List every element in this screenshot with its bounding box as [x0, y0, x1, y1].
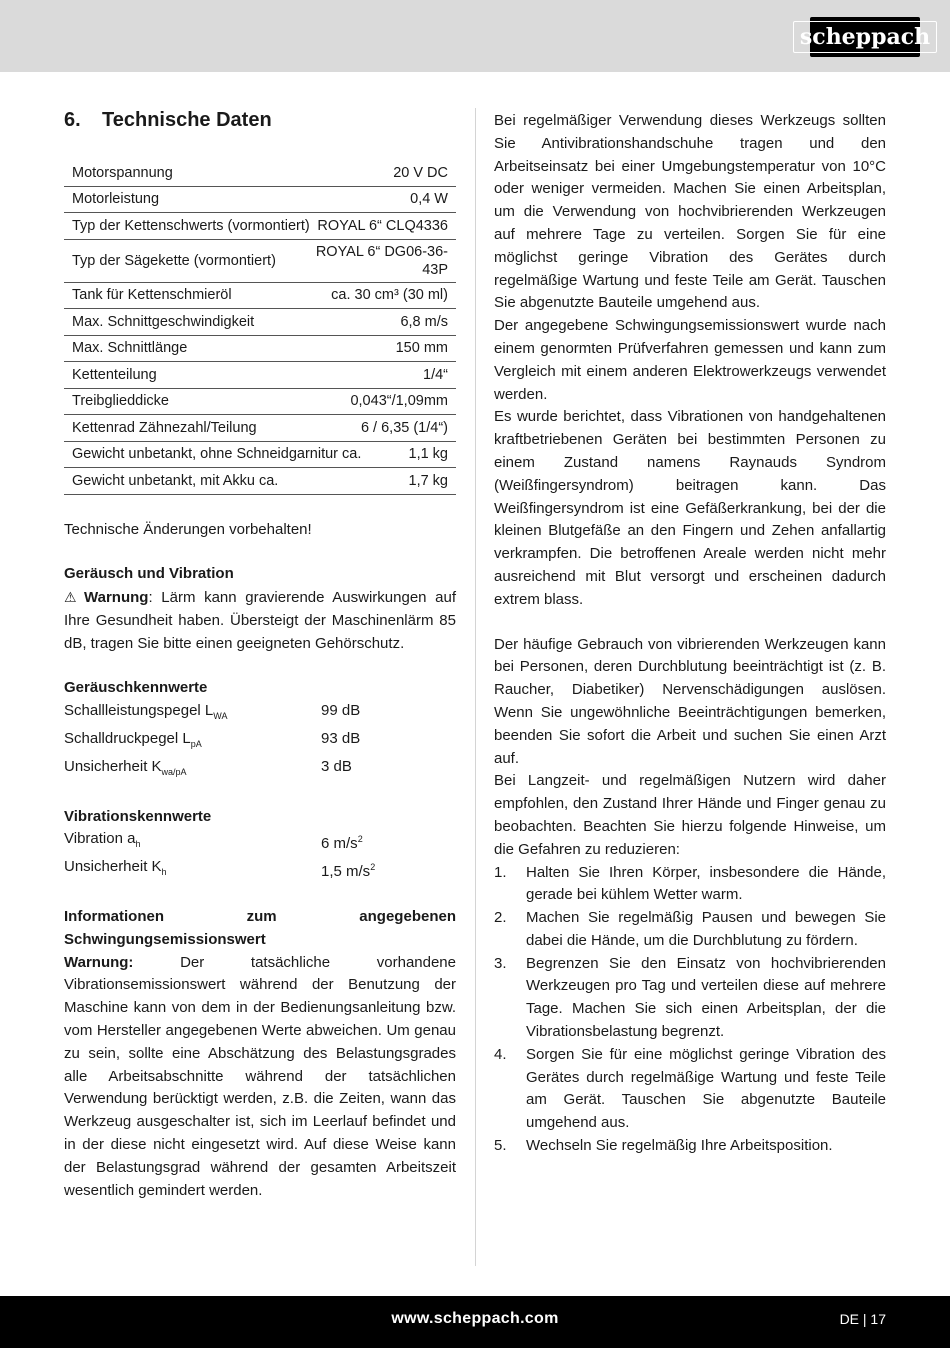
- spec-label: Typ der Kettenschwerts (vormontiert): [72, 217, 310, 234]
- measurement-row: [64, 856, 456, 884]
- right-column: [494, 110, 886, 1158]
- vibration-values-list: [64, 828, 456, 884]
- spec-label: Gewicht unbetankt, ohne Schneidgarnitur ca.: [72, 446, 362, 463]
- header-bar: [0, 0, 950, 72]
- column-divider: [475, 108, 476, 1266]
- measurement-value-text: 3 dB: [321, 757, 352, 775]
- spec-row: [64, 336, 456, 363]
- measurement-value: [321, 828, 363, 856]
- spec-value: 1,1 kg: [408, 446, 448, 463]
- spec-value: ROYAL 6“ DG06-36-43P: [315, 243, 448, 278]
- list-item-number: 3.: [494, 954, 507, 972]
- list-item-text: Begrenzen Sie den Einsatz von hochvibrierenden Werkzeugen pro Tag und verteilen diese auf mehrere Tage. Machen Sie sich einen Arbeitsplan, der die Vibrationsbelastung begrenzt.: [526, 954, 886, 1041]
- changes-note: Technische Änderungen vorbehalten!: [64, 520, 312, 538]
- measurement-superscript: 2: [357, 834, 363, 845]
- spec-label: Motorspannung: [72, 164, 173, 181]
- spec-row: [64, 309, 456, 336]
- spec-row: [64, 187, 456, 214]
- vibration-paragraph-2: Der angegebene Schwingungsemissionswert wurde nach einem genormten Prüfverfahren gemessen und kann zum Vergleich mit einem anderen Elektrowerkzeugs verwendet werden.: [494, 317, 886, 403]
- measurement-label-text: Unsicherheit K: [64, 757, 162, 775]
- measurement-label: [64, 856, 321, 884]
- vibration-heading: Vibrationskennwerte: [64, 807, 212, 825]
- vibration-paragraph-5: Bei Langzeit- und regelmäßigen Nutzern wird daher empfohlen, den Zustand Ihrer Hände und Finger genau zu beobachten. Beachten Sie hierzu folgende Hinweise, um die Gefahren zu reduzieren:: [494, 772, 886, 858]
- measurement-value: [321, 856, 375, 884]
- spec-label: Max. Schnittgeschwindigkeit: [72, 313, 255, 330]
- spec-row: [64, 213, 456, 240]
- measurement-value-text: 93 dB: [321, 730, 361, 748]
- measurement-row: [64, 756, 456, 784]
- tips-list: [494, 862, 886, 1158]
- measurement-value-text: 99 dB: [321, 702, 361, 720]
- info-heading: Informationen zum angegebenen Schwingungsemissionswert: [64, 908, 456, 948]
- logo-text: scheppach: [793, 21, 937, 53]
- measurement-label-text: Unsicherheit K: [64, 858, 162, 876]
- spec-value: 6,8 m/s: [400, 313, 448, 330]
- spec-table: [64, 160, 456, 495]
- spec-label: Max. Schnittlänge: [72, 340, 188, 357]
- info-warning-label: Warnung:: [64, 953, 134, 971]
- measurement-subscript: pA: [190, 739, 202, 750]
- spec-value: 150 mm: [395, 340, 448, 357]
- measurement-value-text: 6 m/s: [321, 835, 358, 853]
- section-heading: [64, 106, 456, 134]
- vibration-paragraph-4: Der häufige Gebrauch von vibrierenden Werkzeugen kann bei Personen, deren Durchblutung beeinträchtigt ist (z. B. Raucher, Diabetiker) Nervenschädigungen auslösen. Wenn Sie ungewöhnliche Beeinträchtigungen bemerken, beenden Sie sofort die Arbeit und suchen Sie einen Arzt auf.: [494, 635, 886, 767]
- spec-label: Typ der Sägekette (vormontiert): [72, 252, 276, 269]
- spec-value: 6 / 6,35 (1/4“): [360, 419, 448, 436]
- list-item: [494, 862, 886, 908]
- spec-value: 20 V DC: [393, 164, 448, 181]
- noise-warning: [64, 586, 456, 655]
- measurement-subscript: wa/pA: [161, 766, 187, 777]
- list-item-number: 4.: [494, 1045, 507, 1063]
- spec-label: Motorleistung: [72, 191, 160, 208]
- spec-row: [64, 415, 456, 442]
- spec-row: [64, 468, 456, 495]
- spec-value: 0,043“/1,09mm: [350, 393, 448, 410]
- measurement-value: [321, 756, 352, 784]
- list-item-number: 1.: [494, 863, 507, 881]
- list-item-number: 2.: [494, 909, 507, 927]
- list-item-number: 5.: [494, 1137, 507, 1155]
- list-item: [494, 953, 886, 1044]
- noise-values-list: [64, 700, 456, 783]
- list-item: [494, 907, 886, 953]
- left-column: [64, 106, 456, 1202]
- measurement-superscript: 2: [370, 862, 376, 873]
- spec-row: [64, 240, 456, 283]
- spec-row: [64, 160, 456, 187]
- spec-value: ca. 30 cm³ (30 ml): [331, 287, 448, 304]
- measurement-label: [64, 756, 321, 784]
- list-item-text: Wechseln Sie regelmäßig Ihre Arbeitsposition.: [526, 1137, 833, 1155]
- warning-triangle-icon: ⚠: [64, 589, 82, 606]
- spec-value: 1/4“: [423, 366, 448, 383]
- noise-warning-text: : Lärm kann gravierende Auswirkungen auf Ihre Gesundheit haben. Übersteigt der Maschinenlärm 85 dB, tragen Sie bitte einen geeigneten Gehörschutz.: [64, 589, 456, 652]
- measurement-row: [64, 700, 456, 728]
- measurement-subscript: WA: [213, 711, 228, 722]
- brand-logo: [799, 17, 931, 57]
- measurement-row: [64, 828, 456, 856]
- spec-label: Treibglieddicke: [72, 393, 169, 410]
- spec-row: [64, 442, 456, 469]
- measurement-value: [321, 728, 360, 756]
- section-number: 6.: [64, 108, 81, 131]
- noise-heading: Geräusch und Vibration: [64, 565, 234, 583]
- section-title: Technische Daten: [102, 108, 272, 131]
- spec-label: Gewicht unbetankt, mit Akku ca.: [72, 472, 279, 489]
- measurement-label-text: Vibration a: [64, 830, 136, 848]
- spec-label: Tank für Kettenschmieröl: [72, 287, 232, 304]
- list-item: [494, 1135, 886, 1158]
- spec-value: 1,7 kg: [408, 472, 448, 489]
- info-warning: [64, 952, 456, 1203]
- measurement-value: [321, 700, 360, 728]
- measurement-label-text: Schallleistungspegel L: [64, 702, 214, 720]
- spec-row: [64, 389, 456, 416]
- noise-warning-label: Warnung: [84, 589, 149, 607]
- info-warning-text: Der tatsächliche vorhandene Vibrationsemissionswert während der Benutzung der Maschine kann von dem in der Bedienungsanleitung bzw. vom Hersteller angegebenen Werte abweichen. Um genau zu sein, sollte eine Abschätzung des Belastungsgrades alle Arbeitsabschnitte während der tatsächlichen Verwendung berücktigt werden, z.B. die Zeiten, wann das Werkzeug ausgeschalter ist, sich im Leerlauf befindet und in der diese nicht eingesetzt wird. Auf diese Weise kann der Belastungsgrad während der gesamten Arbeitszeit wesentlich gemindert werden.: [64, 953, 456, 1199]
- measurement-row: [64, 728, 456, 756]
- measurement-label: [64, 700, 321, 728]
- spec-value: 0,4 W: [410, 191, 448, 208]
- spec-value: ROYAL 6“ CLQ4336: [317, 217, 448, 234]
- page-number: DE | 17: [839, 1311, 886, 1327]
- footer-bar: [0, 1296, 950, 1348]
- spec-row: [64, 362, 456, 389]
- list-item-text: Halten Sie Ihren Körper, insbesondere die Hände, gerade bei kühlem Wetter warm.: [526, 863, 886, 904]
- vibration-paragraph-3: Es wurde berichtet, dass Vibrationen von handgehaltenen kraftbetriebenen Geräten bei bestimmten Personen zu einem Zustand namens Raynauds Syndrom (Weißfingersyndrom) beitragen kann. Das Weißfingersyndrom ist eine Gefäßerkrankung, bei der die kleinen Blutgefäße an den Fingern und Zehen anfallartig verkrampfen. Die betroffenen Areale werden nicht mehr ausreichend mit Blut versorgt und erscheinen dadurch extrem blass.: [494, 408, 886, 608]
- measurement-subscript: h: [135, 839, 141, 850]
- list-item-text: Sorgen Sie für eine möglichst geringe Vibration des Gerätes durch regelmäßige Wartung und feste Teile am Gerät. Tauschen Sie abgenutzte Bauteile umgehend aus.: [526, 1045, 886, 1132]
- spec-row: [64, 283, 456, 310]
- list-item: [494, 1044, 886, 1135]
- vibration-paragraph-1: Bei regelmäßiger Verwendung dieses Werkzeugs sollten Sie Antivibrationshandschuhe tragen und den Arbeitseinsatz bei einer Umgebungstemperatur von 10°C oder weniger vermeiden. Machen Sie einen Arbeitsplan, um die Verwendung von hochvibrierenden Werkzeugen auf mehrere Tage zu verteilen. Sorgen Sie für eine möglichst geringe Vibration des Gerätes durch regelmäßige Wartung und feste Teile am Gerät. Tauschen Sie abgenutzte Bauteile umgehend aus.: [494, 112, 886, 312]
- footer-url[interactable]: www.scheppach.com: [391, 1310, 559, 1327]
- measurement-label: [64, 728, 321, 756]
- measurement-subscript: h: [161, 867, 167, 878]
- spec-label: Kettenrad Zähnezahl/Teilung: [72, 419, 257, 436]
- noise-values-heading: Geräuschkennwerte: [64, 679, 208, 697]
- measurement-label: [64, 828, 321, 856]
- measurement-value-text: 1,5 m/s: [321, 863, 371, 881]
- list-item-text: Machen Sie regelmäßig Pausen und bewegen Sie dabei die Hände, um die Durchblutung zu fördern.: [526, 909, 886, 949]
- spec-label: Kettenteilung: [72, 366, 157, 383]
- measurement-label-text: Schalldruckpegel L: [64, 730, 191, 748]
